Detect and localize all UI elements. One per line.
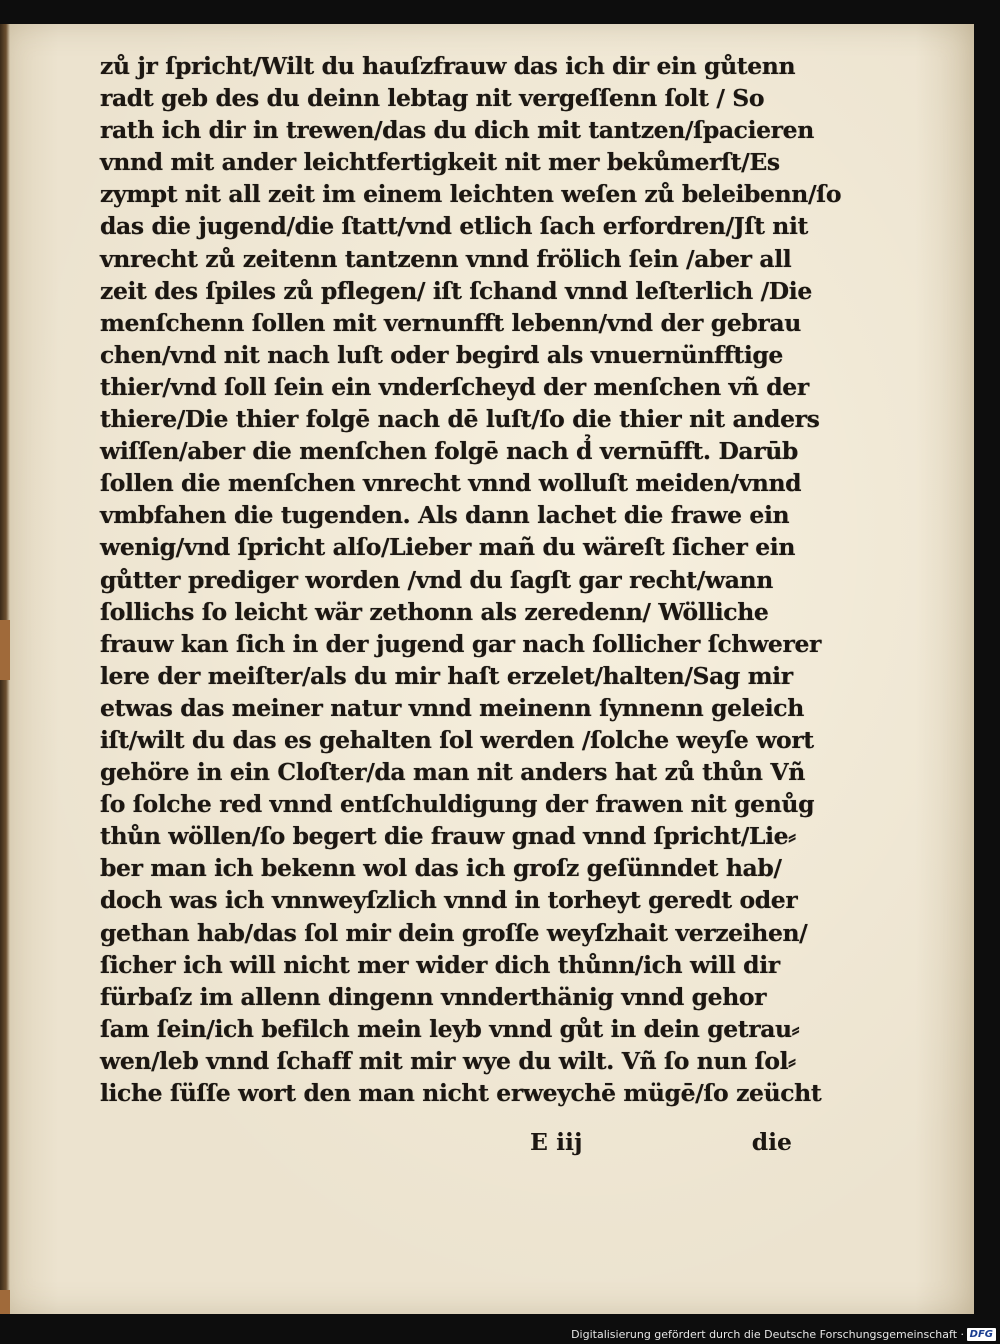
- dfg-logo-icon: DFG: [967, 1328, 996, 1341]
- text-line: vnnd mit ander leichtfertigkeit nit mer bekůmerſt/Es: [100, 148, 780, 177]
- text-line: doch was ich vnnweyſzlich vnnd in torheyt geredt oder: [100, 886, 798, 915]
- text-line: etwas das meiner natur vnnd meinenn ſynnenn geleich: [100, 693, 804, 722]
- signature-mark: E iij: [530, 1128, 583, 1156]
- text-line: menſchenn ſollen mit vernunfft lebenn/vnd der gebrau: [100, 308, 801, 337]
- catchword: die: [751, 1128, 792, 1156]
- text-line: thiere/Die thier folgē nach dē luſt/ſo die thier nit anders: [100, 405, 820, 434]
- text-line: zeit des ſpiles zů pflegen/ iſt ſchand vnnd leſterlich /Die: [100, 276, 812, 305]
- text-line: zympt nit all zeit im einem leichten weſen zů beleibenn/ſo: [100, 180, 842, 209]
- text-line: fürbaſz im allenn dingenn vnnderthänig vnnd gehor: [100, 982, 767, 1011]
- spine-binding-thread: [0, 620, 10, 680]
- footer-bar: [0, 1326, 1000, 1344]
- text-line: wenig/vnd ſpricht alſo/Lieber mañ du wäreſt ſicher ein: [100, 533, 796, 562]
- text-line: vnrecht zů zeitenn tantzenn vnnd frölich ſein /aber all: [100, 244, 792, 273]
- page-foot: [100, 1125, 800, 1159]
- funding-credit: Digitalisierung gefördert durch die Deutsche Forschungsgemeinschaft ·: [571, 1328, 964, 1341]
- text-line: thůn wöllen/ſo begert die frauw gnad vnnd ſpricht/Lie⸗: [100, 822, 796, 851]
- text-line: liche ſüſſe wort den man nicht erweychē mügē/ſo zeücht: [100, 1079, 822, 1107]
- text-line: frauw kan ſich in der jugend gar nach ſollicher ſchwerer: [100, 629, 821, 658]
- text-line: radt geb des du deinn lebtag nit vergeſſenn ſolt / So: [100, 84, 765, 113]
- text-line: gůtter prediger worden /vnd du ſagſt gar recht/wann: [100, 565, 773, 594]
- text-line: wiſſen/aber die menſchen folgē nach d̉ vernūfft. Darūb: [100, 437, 798, 466]
- text-line: vmbfahen die tugenden. Als dann lachet die frawe ein: [100, 501, 790, 530]
- text-line: ber man ich bekenn wol das ich groſz geſünndet hab/: [100, 854, 782, 883]
- text-line: ſollichs ſo leicht wär zethonn als zeredenn/ Wölliche: [100, 597, 769, 626]
- text-line: gehöre in ein Cloſter/da man nit anders hat zů thůn Vñ: [100, 758, 805, 787]
- text-line: ſam ſein/ich befilch mein leyb vnnd gůt in dein getrau⸗: [100, 1014, 800, 1043]
- text-line: gethan hab/das ſol mir dein groſſe weyſzhait verzeihen/: [100, 918, 808, 947]
- text-line: lere der meiſter/als du mir haſt erzelet/halten/Sag mir: [100, 661, 793, 690]
- text-line: iſt/wilt du das es gehalten ſol werden /ſolche weyſe wort: [100, 725, 814, 754]
- spine-binding-thread: [0, 1290, 10, 1314]
- text-line: ſicher ich will nicht mer wider dich thůnn/ich will dir: [100, 950, 780, 979]
- text-line: ſo ſolche red vnnd entſchuldigung der frawen nit genůg: [100, 790, 815, 819]
- text-line: das die jugend/die ſtatt/vnd etlich ſach erfordren/Jſt nit: [100, 212, 808, 241]
- text-line: rath ich dir in trewen/das du dich mit tantzen/ſpacieren: [100, 116, 814, 145]
- page-text: [100, 50, 842, 1109]
- text-line: wen/leb vnnd ſchaff mit mir wye du wilt. Vñ ſo nun ſol⸗: [100, 1046, 796, 1075]
- text-line: ſollen die menſchen vnrecht vnnd wolluſt meiden/vnnd: [100, 469, 802, 498]
- text-line: zů jr ſpricht/Wilt du hauſzfrauw das ich dir ein gůtenn: [100, 52, 796, 80]
- text-line: thier/vnd ſoll ſein ein vnderſcheyd der menſchen vñ der: [100, 372, 809, 401]
- text-line: chen/vnd nit nach luſt oder begird als vnuernünfftige: [100, 340, 783, 369]
